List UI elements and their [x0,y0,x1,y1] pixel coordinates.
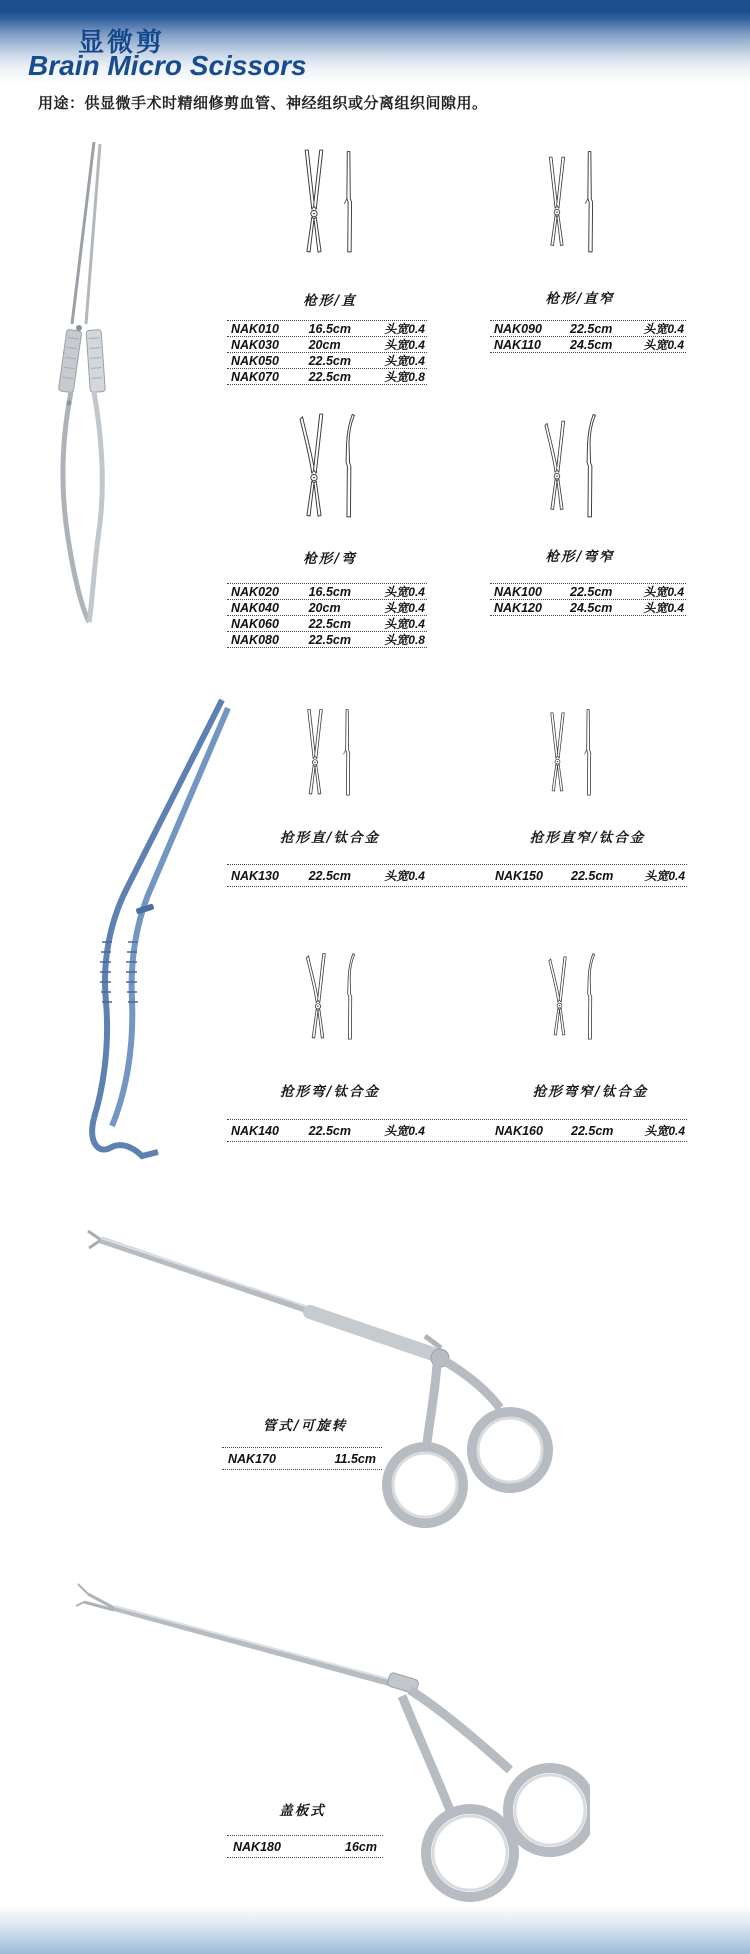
table-row [490,320,686,336]
type-label-plate: 盖板式 [279,1803,326,1819]
table-row [490,336,686,352]
head-width-cell: 头宽0.4 [384,585,425,599]
length-cell: 24.5cm [570,600,613,615]
table-row [227,352,427,368]
model-cell: NAK060 [231,616,279,631]
head-width-cell: 头宽0.4 [384,617,425,631]
table-row [491,867,687,884]
type-label-tube: 管式/可旋转 [262,1418,348,1434]
scissors-line-drawing-ti-curved-narrow [548,950,597,1045]
head-width-cell: 头宽0.4 [384,338,425,352]
table-row [222,1452,382,1466]
type-label-ti-curved-narrow: 抢形弯窄/钛合金 [532,1084,649,1100]
model-cell: NAK020 [231,584,279,599]
model-cell: NAK040 [231,600,279,615]
length-cell: 16.5cm [308,584,351,599]
spec-band-ti-curved [227,1119,687,1142]
model-cell: NAK100 [494,584,542,599]
table-row [490,599,686,615]
scissors-line-drawing-straight [299,138,355,268]
footer-band [0,1906,750,1954]
model-cell: NAK180 [233,1839,281,1854]
spec-table-straight [227,320,427,385]
steel-scissors-photo [22,138,157,650]
model-cell: NAK160 [495,1123,543,1138]
scissors-line-drawing-straight-narrow [544,138,596,268]
table-row [227,867,427,884]
head-width-cell: 头宽0.8 [384,633,425,647]
length-cell: 20cm [308,337,341,352]
head-width-cell: 头宽0.4 [643,601,684,615]
length-cell: 22.5cm [570,584,613,599]
model-cell: NAK080 [231,632,279,647]
scissors-line-drawing-curved [299,402,357,532]
model-cell: NAK030 [231,337,279,352]
head-width-cell: 头宽0.4 [644,869,685,883]
spec-table-straight-narrow [490,320,686,353]
head-width-cell: 头宽0.8 [384,370,425,384]
head-width-cell: 头宽0.4 [643,585,684,599]
model-cell: NAK150 [495,868,543,883]
head-width-cell: 头宽0.4 [384,869,425,883]
model-cell: NAK170 [228,1451,276,1466]
model-cell: NAK090 [494,321,542,336]
table-row [227,615,427,631]
type-label-ti-straight: 抢形直/钛合金 [280,830,380,846]
type-label-curved-narrow: 枪形/弯窄 [545,549,615,565]
spec-table-curved [227,583,427,648]
tube-scissors-photo [85,1228,555,1558]
model-cell: NAK140 [231,1123,279,1138]
length-cell: 22.5cm [570,321,613,336]
model-cell: NAK130 [231,868,279,883]
head-width-cell: 头宽0.4 [384,322,425,336]
table-row [227,320,427,336]
head-width-cell: 头宽0.4 [384,1124,425,1138]
head-width-cell: 头宽0.4 [384,354,425,368]
length-cell: 24.5cm [570,337,613,352]
model-cell: NAK110 [494,337,542,352]
spec-band-ti-straight [227,864,687,887]
scissors-line-drawing-ti-straight [302,706,353,801]
length-cell: 22.5cm [308,353,351,368]
length-cell: 20cm [308,600,341,615]
length-cell: 16cm [345,1839,377,1854]
table-row [227,336,427,352]
length-cell: 22.5cm [308,616,351,631]
table-row [227,368,427,384]
page-title-zh: 显微剪 [78,28,166,58]
table-row [227,1840,383,1854]
length-cell: 22.5cm [308,868,351,883]
scissors-line-drawing-curved-narrow [544,402,598,532]
head-width-cell: 头宽0.4 [644,1124,685,1138]
table-row [227,1122,427,1139]
table-row [490,583,686,599]
model-cell: NAK010 [231,321,279,336]
type-label-straight: 枪形/直 [303,293,357,309]
length-cell: 22.5cm [571,1123,614,1138]
length-cell: 22.5cm [308,1123,351,1138]
length-cell: 22.5cm [308,632,351,647]
length-cell: 11.5cm [334,1451,376,1466]
table-row [491,1122,687,1139]
length-cell: 16.5cm [308,321,351,336]
spec-band-tube [222,1447,382,1470]
model-cell: NAK070 [231,369,279,384]
head-width-cell: 头宽0.4 [384,601,425,615]
table-row [227,583,427,599]
model-cell: NAK120 [494,600,542,615]
usage-text: 用途：供显微手术时精细修剪血管、神经组织或分离组织间隙用。 [38,95,488,112]
table-row [227,599,427,615]
type-label-curved: 枪形/弯 [303,551,357,567]
plate-scissors-photo [70,1578,590,1923]
model-cell: NAK050 [231,353,279,368]
scissors-line-drawing-ti-curved [305,950,357,1045]
length-cell: 22.5cm [571,868,614,883]
length-cell: 22.5cm [308,369,351,384]
spec-band-plate [227,1835,383,1858]
head-width-cell: 头宽0.4 [643,338,684,352]
head-width-cell: 头宽0.4 [643,322,684,336]
type-label-ti-straight-narrow: 抢形直窄/钛合金 [529,830,646,846]
page-title-en: Brain Micro Scissors [28,50,307,81]
type-label-ti-curved: 抢形弯/钛合金 [280,1084,380,1100]
type-label-straight-narrow: 枪形/直窄 [545,291,615,307]
titanium-scissors-photo [40,690,240,1168]
spec-table-curved-narrow [490,583,686,616]
scissors-line-drawing-ti-straight-narrow [546,706,594,801]
table-row [227,631,427,647]
